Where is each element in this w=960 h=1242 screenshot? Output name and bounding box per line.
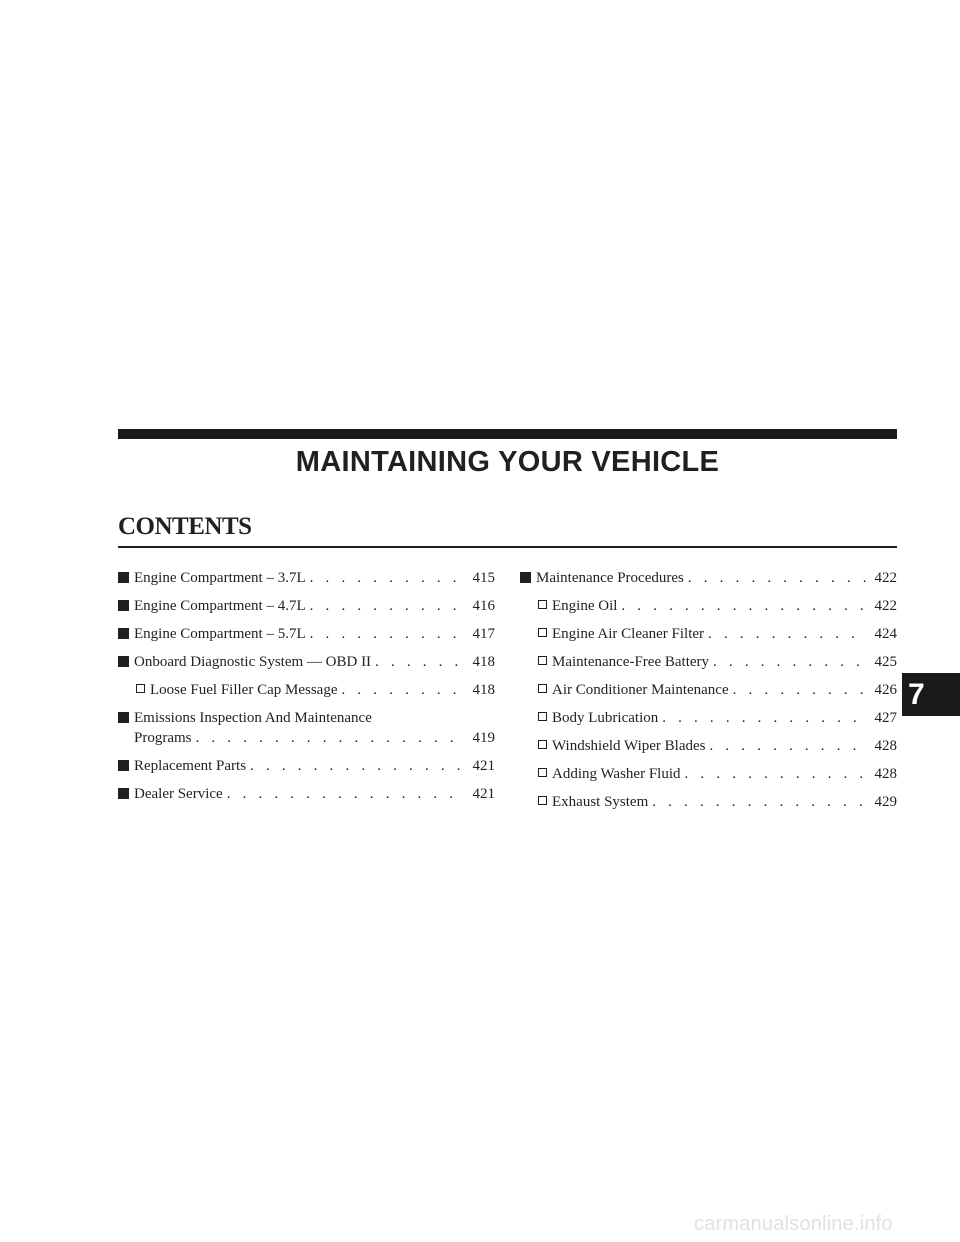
toc-subentry[interactable] xyxy=(520,680,897,700)
square-bullet-icon xyxy=(118,712,129,723)
chapter-tab-number: 7 xyxy=(908,677,925,711)
toc-entry-label: Engine Compartment – 4.7L xyxy=(134,598,306,614)
contents-rule xyxy=(118,546,897,548)
chapter-top-rule xyxy=(118,429,897,439)
toc-entry-label: Engine Compartment – 3.7L xyxy=(134,570,306,586)
toc-entry-page: 418 xyxy=(472,682,495,698)
dot-leader xyxy=(310,624,465,644)
toc-subentry[interactable] xyxy=(520,764,897,784)
dot-leader xyxy=(685,764,867,784)
square-bullet-icon xyxy=(118,572,129,583)
dot-leader xyxy=(713,652,867,672)
toc-entry-page: 426 xyxy=(874,682,897,698)
toc-entry-label: Dealer Service xyxy=(134,786,223,802)
toc-entry-page: 422 xyxy=(874,598,897,614)
dot-leader xyxy=(688,568,867,588)
dot-leader xyxy=(710,736,868,756)
toc-entry-label: Exhaust System xyxy=(552,794,649,810)
toc-entry-label: Body Lubrication xyxy=(552,710,659,726)
toc-subentry[interactable] xyxy=(520,736,897,756)
toc-entry-label: Emissions Inspection And Maintenance xyxy=(134,710,372,726)
square-bullet-icon xyxy=(118,788,129,799)
toc-entry-page: 418 xyxy=(472,654,495,670)
dot-leader xyxy=(662,708,867,728)
dot-leader xyxy=(310,568,465,588)
toc-entry-label: Onboard Diagnostic System — OBD II xyxy=(134,654,372,670)
toc-subentry[interactable] xyxy=(520,624,897,644)
toc-entry-page: 424 xyxy=(874,626,897,642)
toc-entry-label: Engine Compartment – 5.7L xyxy=(134,626,306,642)
square-bullet-icon xyxy=(118,760,129,771)
contents-heading: CONTENTS xyxy=(118,513,252,540)
toc-entry-page: 421 xyxy=(472,786,495,802)
toc-subentry[interactable] xyxy=(118,680,495,700)
hollow-square-bullet-icon xyxy=(538,656,547,665)
toc-right-column xyxy=(520,568,897,820)
toc-entry[interactable] xyxy=(118,568,495,588)
dot-leader xyxy=(621,596,867,616)
dot-leader xyxy=(227,784,465,804)
chapter-title: MAINTAINING YOUR VEHICLE xyxy=(295,446,720,478)
toc-entry-page: 425 xyxy=(874,654,897,670)
dot-leader xyxy=(250,756,465,776)
hollow-square-bullet-icon xyxy=(538,684,547,693)
toc-entry[interactable] xyxy=(118,708,495,748)
toc-entry-label: Loose Fuel Filler Cap Message xyxy=(150,682,338,698)
toc-entry-label: Engine Oil xyxy=(552,598,618,614)
dot-leader xyxy=(652,792,867,812)
hollow-square-bullet-icon xyxy=(538,628,547,637)
toc-entry-page: 428 xyxy=(874,738,897,754)
dot-leader xyxy=(375,652,465,672)
dot-leader xyxy=(733,680,867,700)
hollow-square-bullet-icon xyxy=(538,712,547,721)
dot-leader xyxy=(196,728,466,748)
hollow-square-bullet-icon xyxy=(538,600,547,609)
square-bullet-icon xyxy=(118,600,129,611)
toc-entry[interactable] xyxy=(118,756,495,776)
toc-subentry[interactable] xyxy=(520,652,897,672)
toc-entry-label: Windshield Wiper Blades xyxy=(552,738,706,754)
toc-entry-label: Air Conditioner Maintenance xyxy=(552,682,729,698)
hollow-square-bullet-icon xyxy=(538,740,547,749)
toc-entry[interactable] xyxy=(520,568,897,588)
hollow-square-bullet-icon xyxy=(136,684,145,693)
toc-entry-page: 417 xyxy=(472,626,495,642)
toc-entry-page: 415 xyxy=(472,570,495,586)
square-bullet-icon xyxy=(118,628,129,639)
square-bullet-icon xyxy=(118,656,129,667)
toc-left-column xyxy=(118,568,495,812)
toc-entry-label: Maintenance Procedures xyxy=(536,570,684,586)
dot-leader xyxy=(341,680,465,700)
toc-entry-label: Replacement Parts xyxy=(134,758,247,774)
toc-entry[interactable] xyxy=(118,624,495,644)
toc-subentry[interactable] xyxy=(520,708,897,728)
toc-entry-label: Adding Washer Fluid xyxy=(552,766,681,782)
chapter-tab xyxy=(902,673,960,716)
toc-subentry[interactable] xyxy=(520,792,897,812)
toc-entry[interactable] xyxy=(118,596,495,616)
toc-entry-page: 419 xyxy=(472,730,495,746)
toc-subentry[interactable] xyxy=(520,596,897,616)
toc-entry-label: Engine Air Cleaner Filter xyxy=(552,626,705,642)
hollow-square-bullet-icon xyxy=(538,768,547,777)
toc-entry-label: Maintenance-Free Battery xyxy=(552,654,710,670)
toc-entry-page: 416 xyxy=(472,598,495,614)
toc-entry-page: 422 xyxy=(874,570,897,586)
toc-entry[interactable] xyxy=(118,784,495,804)
toc-entry-page: 427 xyxy=(874,710,897,726)
dot-leader xyxy=(708,624,867,644)
toc-entry-page: 428 xyxy=(874,766,897,782)
dot-leader xyxy=(310,596,465,616)
watermark: carmanualsonline.info xyxy=(694,1213,893,1235)
toc-entry-page: 421 xyxy=(472,758,495,774)
square-bullet-icon xyxy=(520,572,531,583)
toc-entry-page: 429 xyxy=(874,794,897,810)
toc-entry[interactable] xyxy=(118,652,495,672)
toc-entry-label-continued: Programs xyxy=(134,730,192,746)
hollow-square-bullet-icon xyxy=(538,796,547,805)
